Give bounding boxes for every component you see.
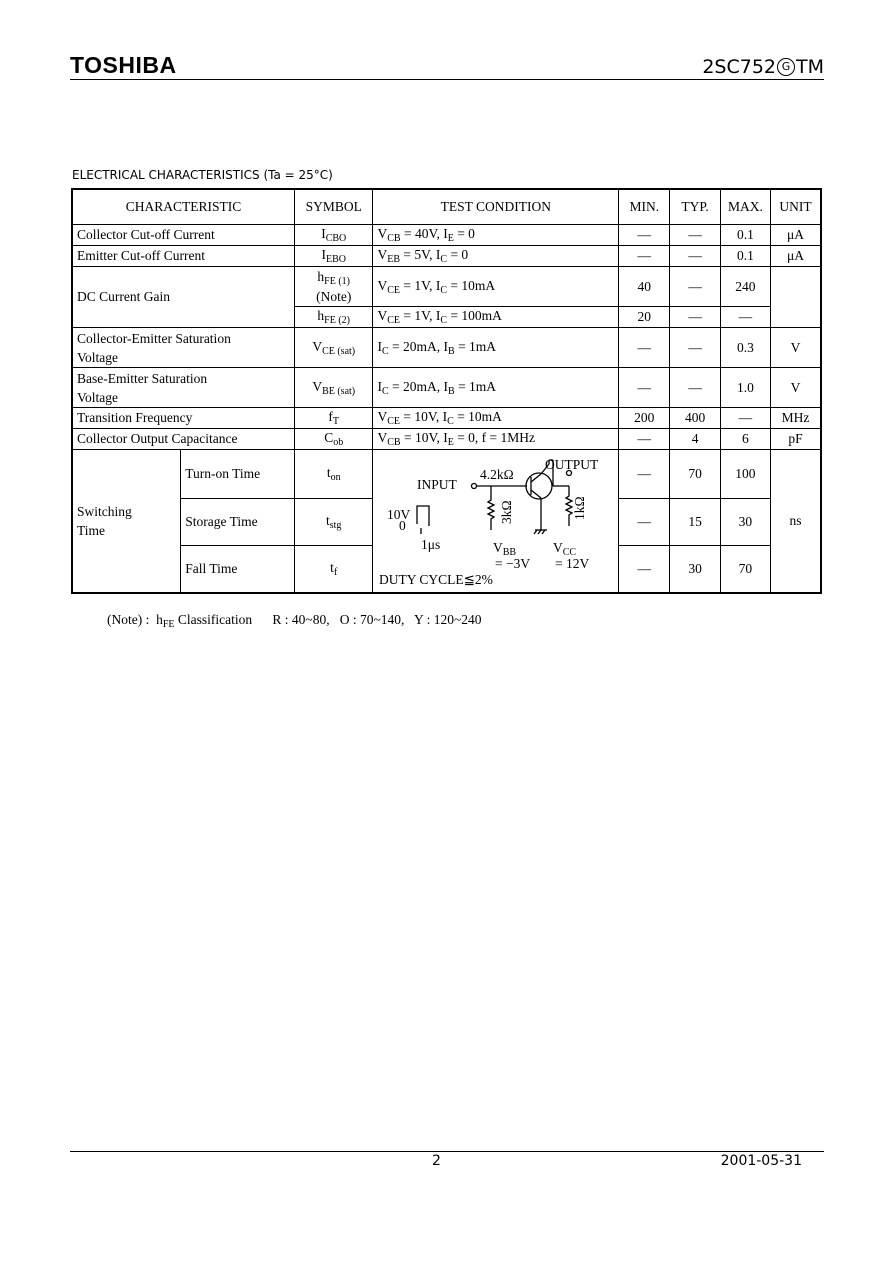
symbol-cell: $C_{ob}$ bbox=[294, 429, 373, 450]
symbol-cell: $t_f$ bbox=[294, 545, 373, 593]
symbol-cell: $h_{FE (2)}$ bbox=[294, 307, 373, 328]
condition-cell: $I_C = 20mA$, $I_B = 1mA$ bbox=[373, 328, 619, 368]
min-cell: 20 bbox=[619, 307, 670, 328]
part-prefix: 2SC752 bbox=[702, 56, 776, 78]
symbol-cell: $V_{BE (sat)}$ bbox=[294, 368, 373, 408]
symbol-cell: $f_T$ bbox=[294, 408, 373, 429]
col-header-min: MIN. bbox=[619, 189, 670, 225]
unit-cell: pF bbox=[771, 429, 821, 450]
typ-cell: — bbox=[670, 246, 720, 267]
footer-date: 2001-05-31 bbox=[720, 1153, 802, 1169]
symbol-cell: $I_{CBO}$ bbox=[294, 225, 373, 246]
electrical-characteristics-table bbox=[71, 188, 822, 594]
condition-cell: $I_C = 20mA$, $I_B = 1mA$ bbox=[373, 368, 619, 408]
char-cell: DC Current Gain bbox=[72, 267, 294, 328]
max-cell: 240 bbox=[720, 267, 770, 307]
min-cell: — bbox=[619, 450, 670, 499]
symbol-cell: $t_{on}$ bbox=[294, 450, 373, 499]
max-cell: 30 bbox=[720, 498, 770, 545]
max-cell: — bbox=[720, 307, 770, 328]
condition-cell: $V_{CB} = 10V$, $I_E = 0$, f = 1MHz bbox=[373, 429, 619, 450]
hfe-classification-note: (Note) : $h_{FE}$ Classification R : 40~80, O : 70~140, Y : 120~240 bbox=[107, 612, 482, 630]
typ-cell: 400 bbox=[670, 408, 720, 429]
typ-cell: 30 bbox=[670, 545, 720, 593]
table-row bbox=[72, 450, 821, 499]
char-cell: Base-Emitter Saturation Voltage bbox=[72, 368, 294, 408]
table-row bbox=[72, 429, 821, 450]
max-cell: 100 bbox=[720, 450, 770, 499]
pulse-waveform-icon bbox=[417, 506, 429, 526]
char-cell: Switching Time bbox=[72, 450, 181, 594]
page-number: 2 bbox=[432, 1153, 441, 1169]
header-rule bbox=[70, 79, 824, 80]
part-number bbox=[702, 56, 824, 78]
col-header-unit: UNIT bbox=[771, 189, 821, 225]
symbol-cell: $I_{EBO}$ bbox=[294, 246, 373, 267]
char-cell: Collector-Emitter Saturation Voltage bbox=[72, 328, 294, 368]
table-row bbox=[72, 267, 821, 307]
col-header-max: MAX. bbox=[720, 189, 770, 225]
char-cell: Collector Output Capacitance bbox=[72, 429, 294, 450]
min-cell: — bbox=[619, 429, 670, 450]
resistor-bb-icon bbox=[488, 486, 494, 530]
bb-resistor-label: 3kΩ bbox=[499, 500, 515, 524]
vcc-value: = 12V bbox=[555, 556, 590, 571]
cc-resistor-label: 1kΩ bbox=[572, 496, 588, 520]
input-label: INPUT bbox=[417, 477, 458, 492]
vbb-value: = −3V bbox=[495, 556, 531, 571]
condition-cell: $V_{CE} = 1V$, $I_C = 100mA$ bbox=[373, 307, 619, 328]
table-row bbox=[72, 328, 821, 368]
duty-cycle-label: DUTY CYCLE≦2% bbox=[379, 572, 494, 587]
unit-cell: V bbox=[771, 368, 821, 408]
switching-name-cell: Storage Time bbox=[181, 498, 295, 545]
condition-cell: $V_{EB} = 5V$, $I_C = 0$ bbox=[373, 246, 619, 267]
col-header-characteristic: CHARACTERISTIC bbox=[72, 189, 294, 225]
char-cell: Emitter Cut-off Current bbox=[72, 246, 294, 267]
max-cell: 6 bbox=[720, 429, 770, 450]
condition-cell: $V_{CE} = 10V$, $I_C = 10mA$ bbox=[373, 408, 619, 429]
typ-cell: 15 bbox=[670, 498, 720, 545]
switching-name-cell: Turn-on Time bbox=[181, 450, 295, 499]
vcc-label: $V_{CC}$ bbox=[553, 540, 577, 558]
typ-cell: 70 bbox=[670, 450, 720, 499]
transistor-icon bbox=[526, 473, 552, 499]
unit-cell bbox=[771, 267, 821, 328]
min-cell: — bbox=[619, 498, 670, 545]
min-cell: — bbox=[619, 246, 670, 267]
unit-cell: MHz bbox=[771, 408, 821, 429]
max-cell: 0.1 bbox=[720, 246, 770, 267]
base-resistor-label: 4.2kΩ bbox=[480, 467, 515, 482]
char-cell: Transition Frequency bbox=[72, 408, 294, 429]
unit-cell: V bbox=[771, 328, 821, 368]
test-circuit-diagram bbox=[373, 450, 616, 592]
symbol-cell: $V_{CE (sat)}$ bbox=[294, 328, 373, 368]
symbol-cell: $h_{FE (1)}$ (Note) bbox=[294, 267, 373, 307]
min-cell: — bbox=[619, 368, 670, 408]
vbb-label: $V_{BB}$ bbox=[493, 540, 517, 558]
header-row bbox=[72, 189, 821, 225]
switching-test-circuit bbox=[373, 450, 619, 594]
unit-cell: ns bbox=[771, 450, 821, 594]
part-suffix: TM bbox=[796, 56, 824, 78]
col-header-typ: TYP. bbox=[670, 189, 720, 225]
pulse-width-label: 1μs bbox=[421, 537, 441, 552]
max-cell: — bbox=[720, 408, 770, 429]
typ-cell: — bbox=[670, 307, 720, 328]
typ-cell: 4 bbox=[670, 429, 720, 450]
char-cell: Collector Cut-off Current bbox=[72, 225, 294, 246]
min-cell: 200 bbox=[619, 408, 670, 429]
condition-cell: $V_{CE} = 1V$, $I_C = 10mA$ bbox=[373, 267, 619, 307]
unit-cell: μA bbox=[771, 246, 821, 267]
max-cell: 0.1 bbox=[720, 225, 770, 246]
table-row bbox=[72, 408, 821, 429]
max-cell: 70 bbox=[720, 545, 770, 593]
switching-name-cell: Fall Time bbox=[181, 545, 295, 593]
symbol-cell: $t_{stg}$ bbox=[294, 498, 373, 545]
output-label: OUTPUT bbox=[545, 457, 599, 472]
brand-logo: TOSHIBA bbox=[70, 52, 177, 78]
pulse-low-label: 0 bbox=[399, 518, 407, 533]
min-cell: 40 bbox=[619, 267, 670, 307]
typ-cell: — bbox=[670, 368, 720, 408]
min-cell: — bbox=[619, 225, 670, 246]
col-header-symbol: SYMBOL bbox=[294, 189, 373, 225]
table-row bbox=[72, 225, 821, 246]
max-cell: 0.3 bbox=[720, 328, 770, 368]
col-header-test-condition: TEST CONDITION bbox=[373, 189, 619, 225]
typ-cell: — bbox=[670, 267, 720, 307]
table-row bbox=[72, 246, 821, 267]
pulse-high-label: 10V bbox=[387, 507, 411, 522]
min-cell: — bbox=[619, 545, 670, 593]
typ-cell: — bbox=[670, 225, 720, 246]
section-title: ELECTRICAL CHARACTERISTICS (Ta = 25°C) bbox=[72, 168, 333, 182]
part-circled-letter: G bbox=[777, 58, 795, 76]
max-cell: 1.0 bbox=[720, 368, 770, 408]
footer-rule bbox=[70, 1151, 824, 1152]
condition-cell: $V_{CB} = 40V$, $I_E = 0$ bbox=[373, 225, 619, 246]
min-cell: — bbox=[619, 328, 670, 368]
input-terminal-icon bbox=[472, 484, 477, 489]
unit-cell: μA bbox=[771, 225, 821, 246]
typ-cell: — bbox=[670, 328, 720, 368]
table-row bbox=[72, 368, 821, 408]
